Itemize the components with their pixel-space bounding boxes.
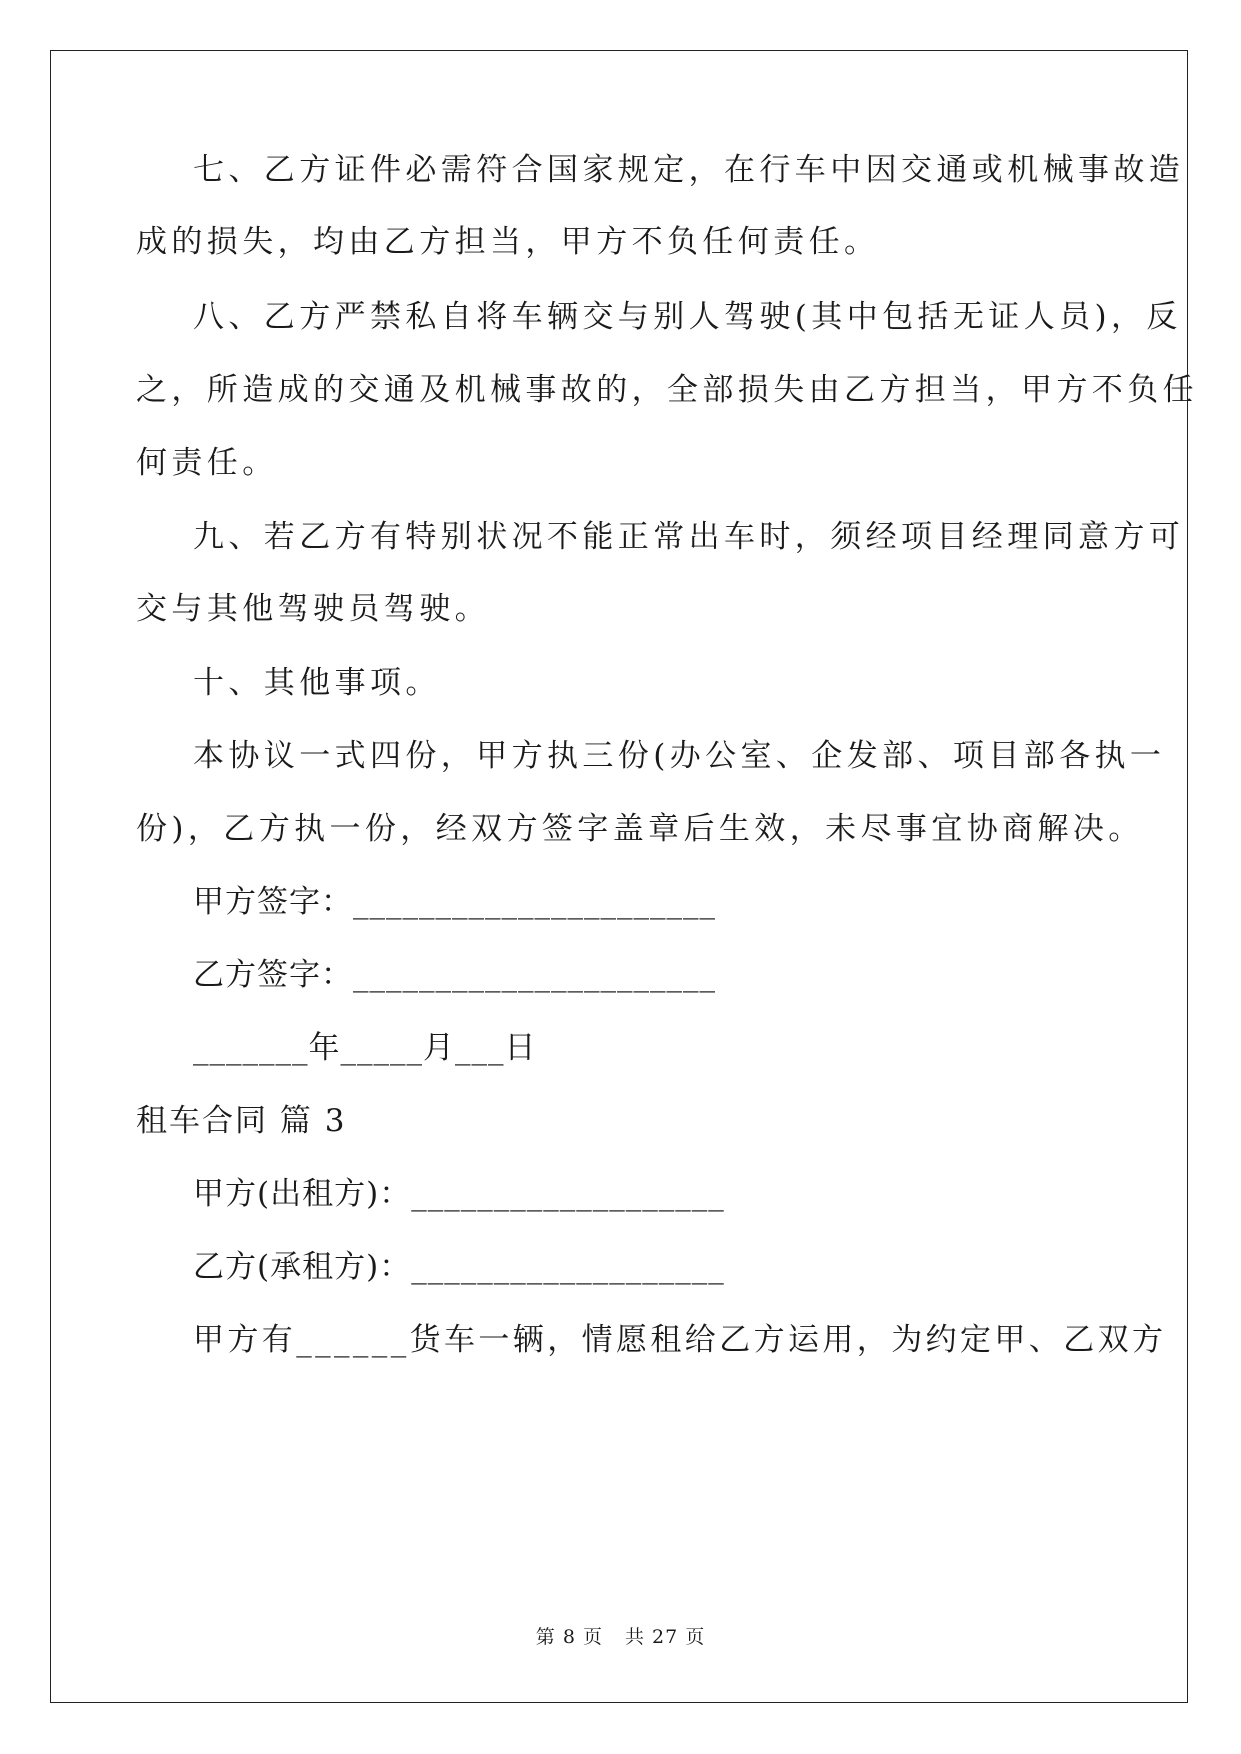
date-line: _______年_____月___日 — [193, 1030, 537, 1066]
copies-line-1: 本协议一式四份，甲方执三份(办公室、企发部、项目部各执一 — [193, 738, 1166, 774]
page-footer — [0, 1622, 1241, 1649]
clause-10: 十、其他事项。 — [193, 665, 441, 701]
lessor-line: 甲方(出租方)：___________________ — [193, 1176, 725, 1212]
lessee-line: 乙方(承租方)：___________________ — [193, 1249, 725, 1285]
clause-8-line-1: 八、乙方严禁私自将车辆交与别人驾驶(其中包括无证人员)，反 — [193, 299, 1182, 335]
clause-7-line-2: 成的损失，均由乙方担当，甲方不负任何责任。 — [136, 224, 880, 260]
copies-line-2: 份)，乙方执一份，经双方签字盖章后生效，未尽事宜协商解决。 — [136, 811, 1144, 847]
party-b-signature-line: 乙方签字：______________________ — [193, 957, 716, 993]
rental-intro-line: 甲方有______货车一辆，情愿租给乙方运用，为约定甲、乙双方 — [193, 1322, 1167, 1358]
page-number: 第 8 页 — [535, 1626, 603, 1648]
clause-9-line-1: 九、若乙方有特别状况不能正常出车时，须经项目经理同意方可 — [193, 519, 1185, 555]
clause-8-line-2: 之，所造成的交通及机械事故的，全部损失由乙方担当，甲方不负任 — [136, 372, 1198, 408]
section-heading: 租车合同 篇 3 — [136, 1103, 347, 1139]
clause-7-line-1: 七、乙方证件必需符合国家规定，在行车中因交通或机械事故造 — [193, 152, 1185, 188]
clause-9-line-2: 交与其他驾驶员驾驶。 — [136, 591, 490, 627]
clause-8-line-3: 何责任。 — [136, 445, 278, 481]
page-total: 共 27 页 — [624, 1626, 706, 1648]
party-a-signature-line: 甲方签字：______________________ — [193, 884, 716, 920]
